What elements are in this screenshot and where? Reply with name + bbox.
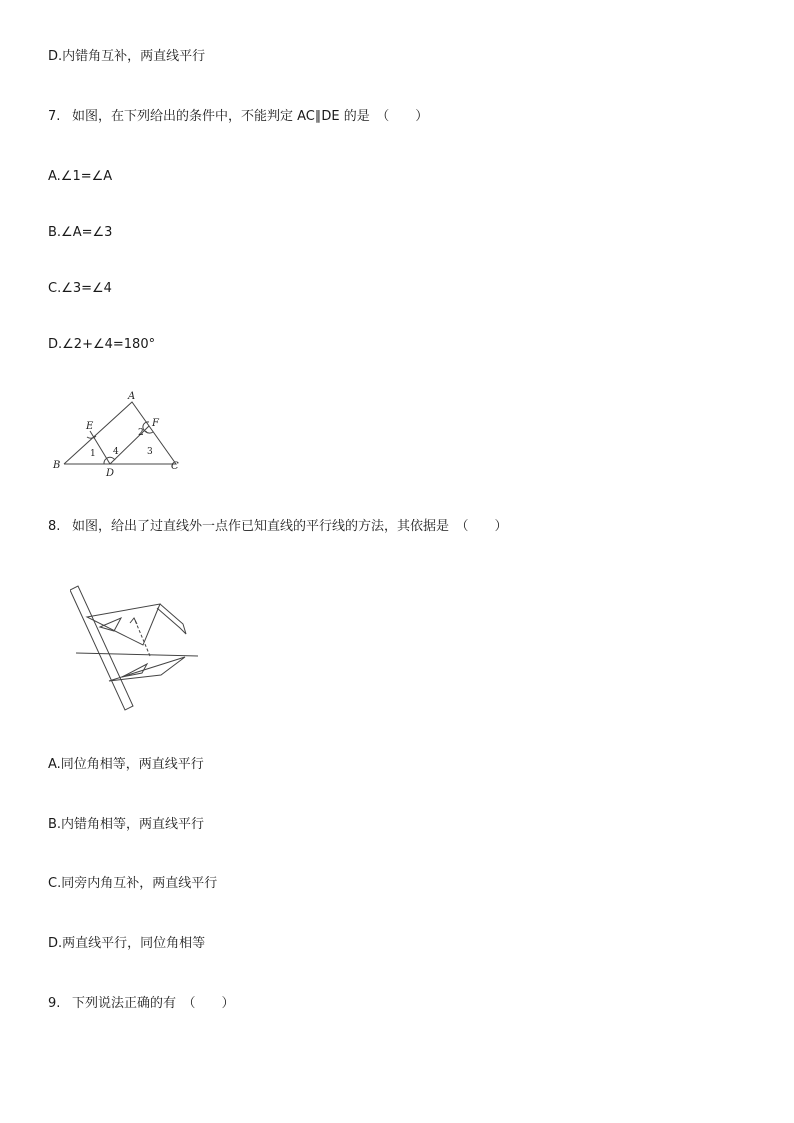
label-b: B [53,460,61,471]
q8-number: 8. [48,519,61,534]
q7-option-b: B.∠A=∠3 [48,225,113,240]
q7-stem: 如图，在下列给出的条件中，不能判定 AC∥DE 的是 （ ） [72,109,429,124]
q7-option-d: D.∠2+∠4=180° [48,337,156,352]
label-angle-2: 2 [138,428,144,438]
q6-option-d: D.内错角互补，两直线平行 [48,49,206,64]
q9-question [48,995,235,1013]
ruler [70,586,133,710]
pencil [157,604,186,634]
label-e: E [86,421,94,432]
q9-number: 9. [48,996,61,1011]
q7-question [48,108,428,126]
q8-option-b: B.内错角相等，两直线平行 [48,817,205,832]
given-line [76,653,198,656]
label-c: C [171,461,179,472]
segment-de [90,431,110,464]
q7-option-c: C.∠3=∠4 [48,281,112,296]
lower-set-square [109,657,185,681]
q8-option-d: D.两直线平行，同位角相等 [48,936,206,951]
q8-question [48,518,508,536]
label-a: A [128,391,136,402]
q9-stem: 下列说法正确的有 （ ） [72,996,235,1011]
label-d: D [106,468,115,479]
q8-option-a: A.同位角相等，两直线平行 [48,757,204,772]
q7-number: 7. [48,109,61,124]
q7-figure [50,388,190,480]
label-angle-1: 1 [90,449,96,459]
q8-option-c: C.同旁内角互补，两直线平行 [48,876,218,891]
upper-set-square [87,604,160,645]
label-angle-4: 4 [113,447,119,457]
lower-set-square-hole [122,664,147,677]
label-f: F [152,418,159,429]
label-angle-3: 3 [147,447,153,457]
q7-option-a: A.∠1=∠A [48,169,113,184]
q8-stem: 如图，给出了过直线外一点作已知直线的平行线的方法，其依据是 （ ） [72,519,508,534]
q8-figure [70,582,205,714]
